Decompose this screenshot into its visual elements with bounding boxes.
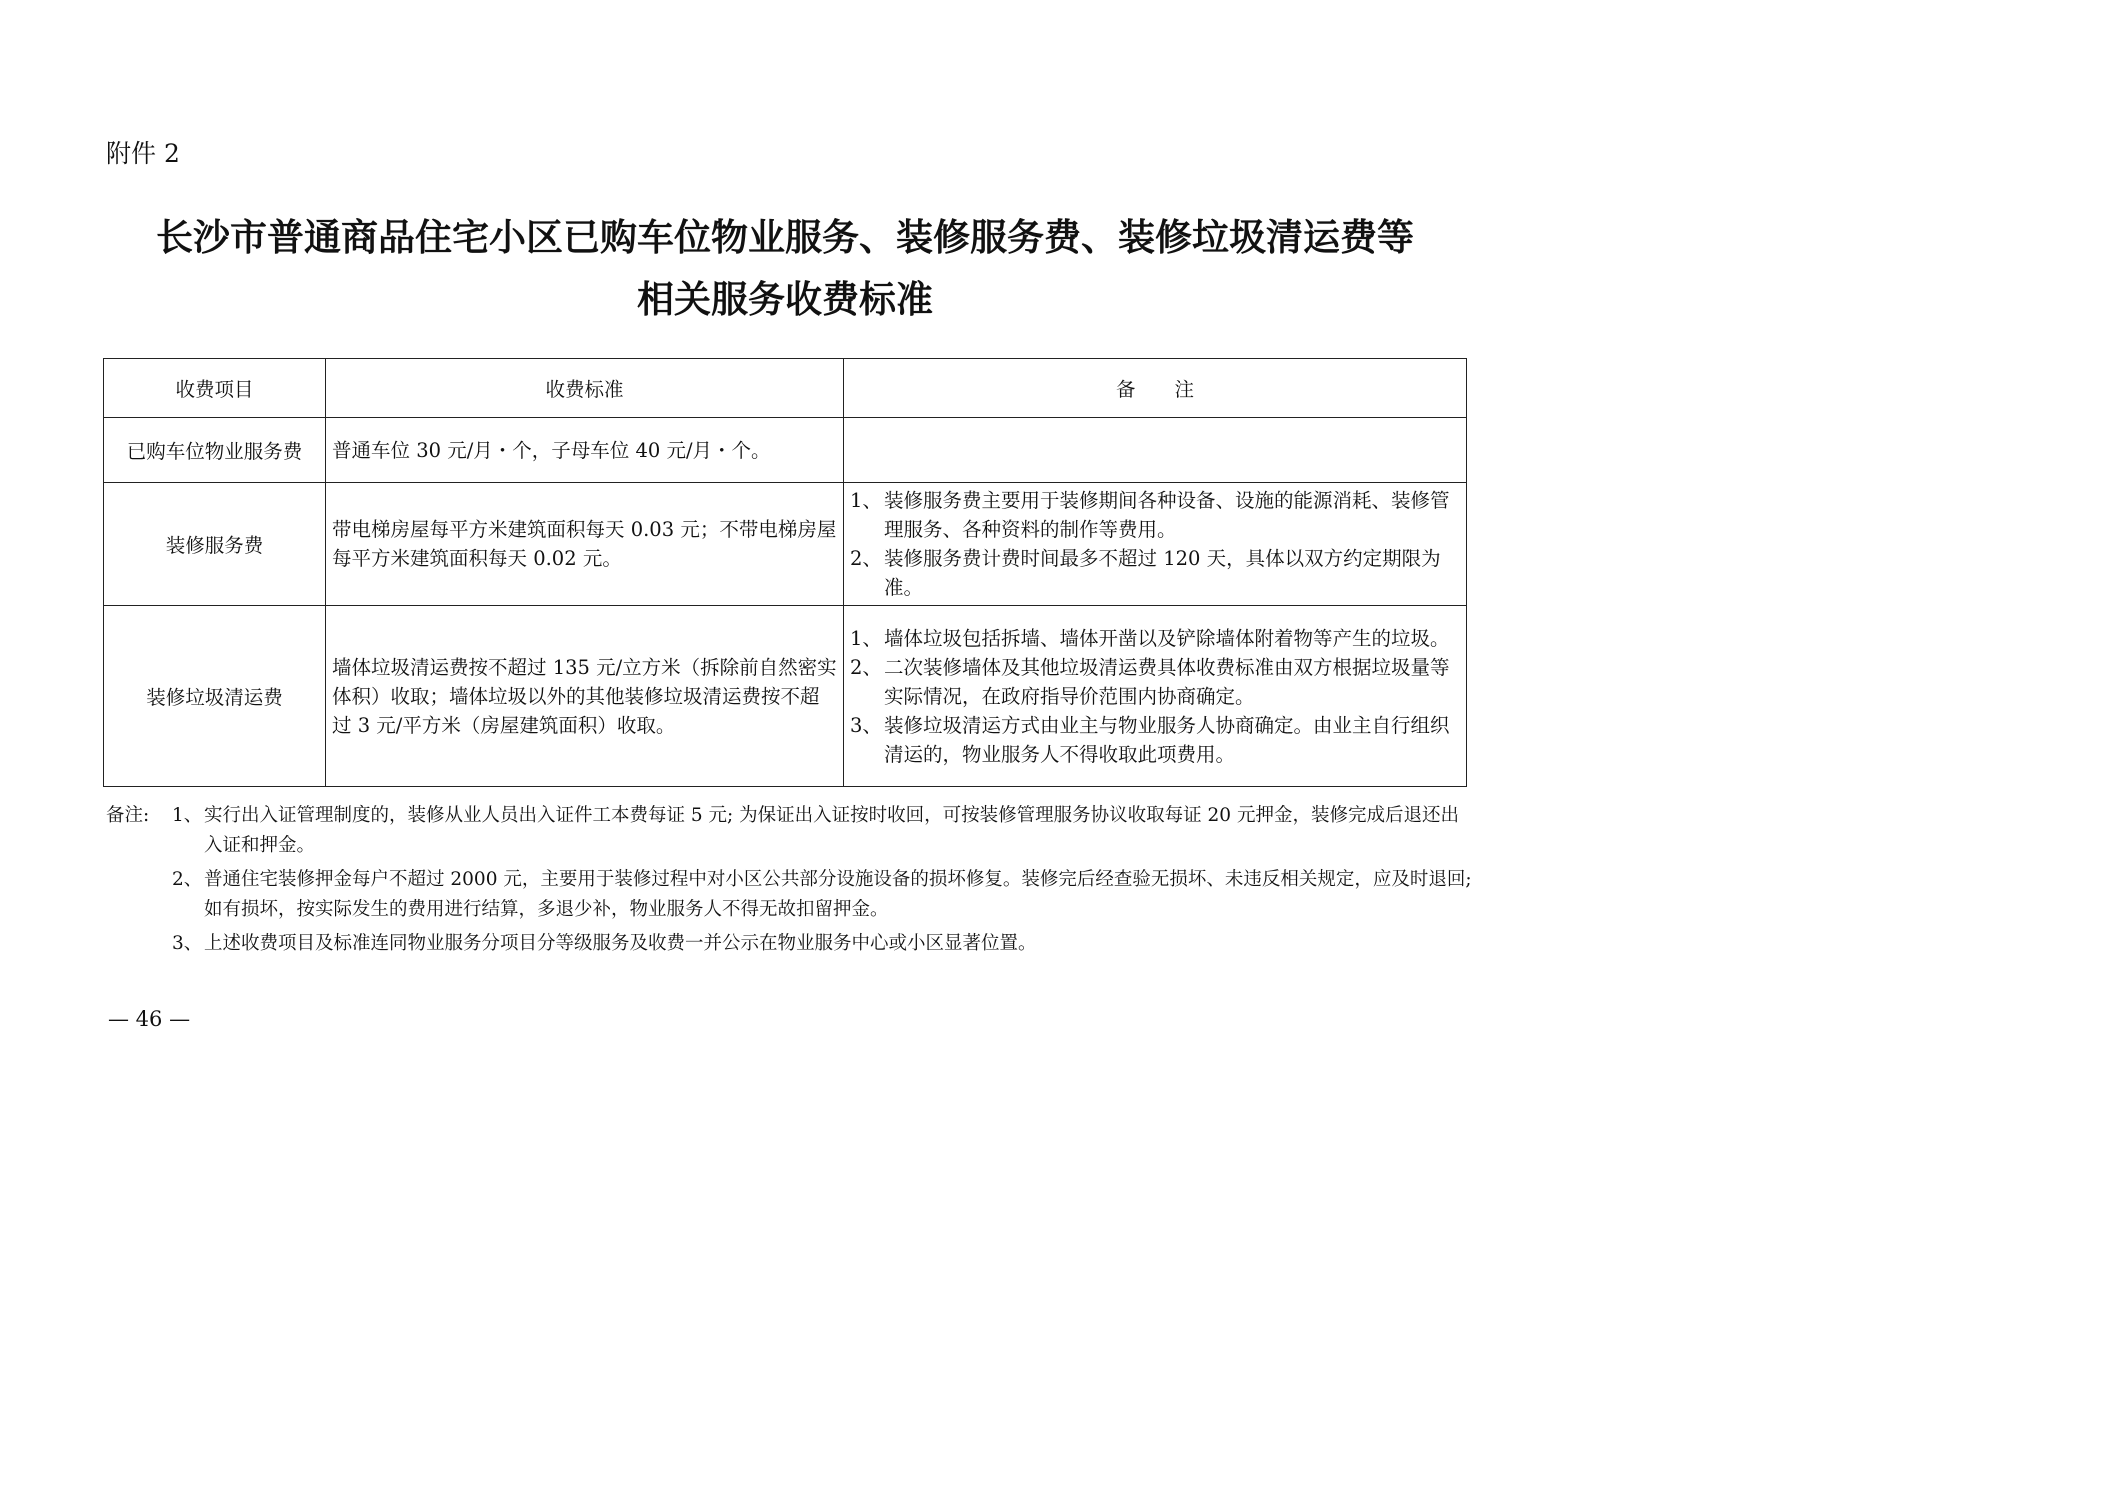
table-row [104, 483, 1467, 606]
remark-number: 1、 [172, 805, 203, 826]
note-text: 装修服务费主要用于装修期间各种设备、设施的能源消耗、装修管理服务、各种资料的制作等费用。 [884, 489, 1450, 541]
remark-item [106, 865, 1476, 925]
header-notes: 备 注 [844, 359, 1467, 418]
remark-number: 3、 [172, 933, 203, 954]
remark-text: 实行出入证管理制度的，装修从业人员出入证件工本费每证 5 元; 为保证出入证按时收回，可按装修管理服务协议收取每证 20 元押金，装修完成后退还出入证和押金。 [204, 805, 1459, 856]
note-text: 装修服务费计费时间最多不超过 120 天，具体以双方约定期限为准。 [884, 547, 1441, 599]
remarks-section [106, 801, 1476, 959]
remark-text: 普通住宅装修押金每户不超过 2000 元，主要用于装修过程中对小区公共部分设施设备的损坏修复。装修完后经查验无损坏、未违反相关规定，应及时退回; 如有损坏，按实际发生的费用进行结算，多退少补，物业服务人不得无故扣留押金。 [204, 869, 1472, 920]
table-row [104, 418, 1467, 483]
document-title-line2: 相关服务收费标准 [637, 278, 933, 321]
note-number: 2、 [850, 547, 882, 570]
note-number: 1、 [850, 489, 882, 512]
note-text: 墙体垃圾包括拆墙、墙体开凿以及铲除墙体附着物等产生的垃圾。 [884, 626, 1450, 650]
note-item [850, 486, 1460, 544]
remark-item [106, 929, 1476, 959]
notes-cell [844, 483, 1467, 606]
fee-item-cell: 装修服务费 [104, 483, 326, 606]
table-row [104, 606, 1467, 787]
fee-item-cell: 已购车位物业服务费 [104, 418, 326, 483]
fee-item-cell: 装修垃圾清运费 [104, 606, 326, 787]
note-item [850, 624, 1460, 653]
note-text: 二次装修墙体及其他垃圾清运费具体收费标准由双方根据垃圾量等实际情况，在政府指导价范围内协商确定。 [884, 655, 1450, 708]
note-item [850, 544, 1460, 602]
notes-cell [844, 606, 1467, 787]
remarks-label: 备注: [106, 805, 150, 826]
attachment-label: 附件 2 [106, 139, 180, 168]
fee-standard-cell: 普通车位 30 元/月・个，子母车位 40 元/月・个。 [326, 418, 844, 483]
document-title-line1: 长沙市普通商品住宅小区已购车位物业服务、装修服务费、装修垃圾清运费等 [156, 216, 1414, 259]
note-item [850, 711, 1460, 769]
fee-standard-cell: 墙体垃圾清运费按不超过 135 元/立方米（拆除前自然密实体积）收取；墙体垃圾以外的其他装修垃圾清运费按不超过 3 元/平方米（房屋建筑面积）收取。 [326, 606, 844, 787]
note-number: 3、 [850, 713, 882, 737]
fee-standard-table [103, 358, 1467, 787]
note-number: 1、 [850, 626, 882, 650]
header-fee-standard: 收费标准 [326, 359, 844, 418]
fee-standard-cell: 带电梯房屋每平方米建筑面积每天 0.03 元；不带电梯房屋每平方米建筑面积每天 0.02 元。 [326, 483, 844, 606]
notes-cell [844, 418, 1467, 483]
page-number: — 46 — [108, 1007, 191, 1031]
table-header-row [104, 359, 1467, 418]
header-fee-item: 收费项目 [104, 359, 326, 418]
remark-text: 上述收费项目及标准连同物业服务分项目分等级服务及收费一并公示在物业服务中心或小区显著位置。 [204, 933, 1037, 954]
note-number: 2、 [850, 655, 882, 679]
remark-item [106, 801, 1476, 861]
remark-number: 2、 [172, 869, 203, 890]
note-item [850, 653, 1460, 711]
note-text: 装修垃圾清运方式由业主与物业服务人协商确定。由业主自行组织清运的，物业服务人不得收取此项费用。 [884, 713, 1450, 766]
